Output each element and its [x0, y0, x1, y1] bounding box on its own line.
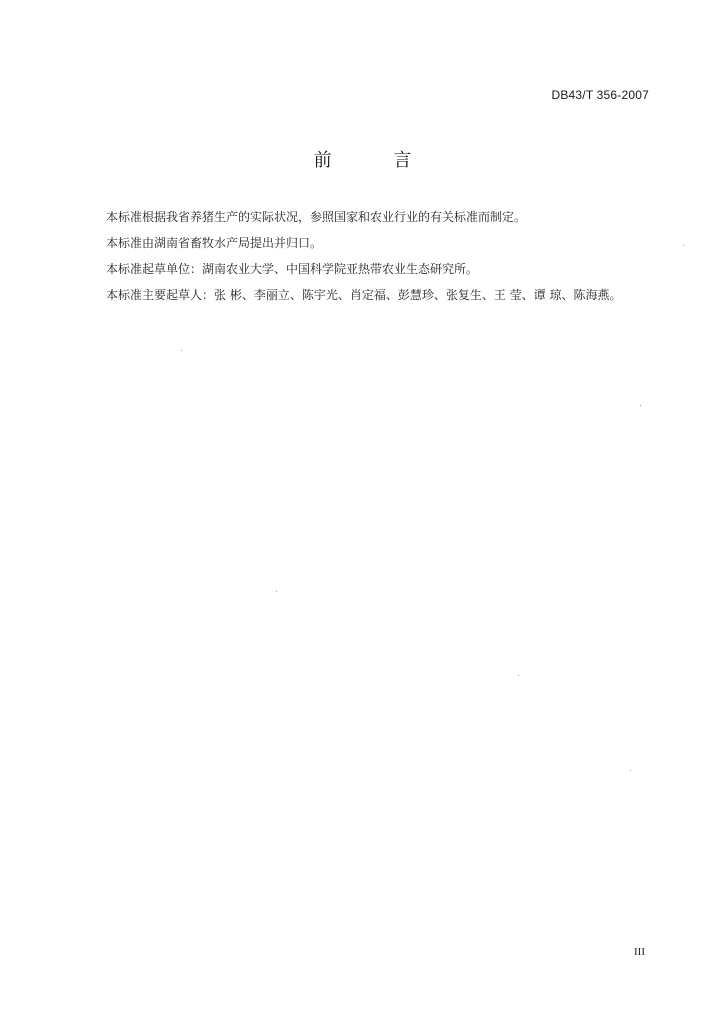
page-number: III [634, 946, 645, 958]
scan-speck [276, 591, 277, 592]
scan-speck [181, 350, 182, 351]
scan-speck [630, 770, 631, 771]
paragraph-drafting-units: 本标准起草单位：湖南农业大学、中国科学院亚热带农业生态研究所。 [106, 262, 479, 276]
scan-speck [518, 675, 519, 676]
scan-speck [683, 245, 684, 246]
scan-speck [640, 405, 641, 406]
page-title: 前 言 [313, 150, 440, 171]
paragraph-proposer: 本标准由湖南省畜牧水产局提出并归口。 [106, 236, 323, 250]
foreword-body [106, 210, 666, 314]
paragraph-drafters: 本标准主要起草人：张 彬、李丽立、陈宇光、肖定福、彭慧珍、张复生、王 莹、谭 琼、陈海燕。 [106, 288, 622, 302]
standard-code: DB43/T 356-2007 [551, 88, 649, 102]
paragraph-basis: 本标准根据我省养猪生产的实际状况，参照国家和农业行业的有关标准而制定。 [106, 210, 527, 224]
